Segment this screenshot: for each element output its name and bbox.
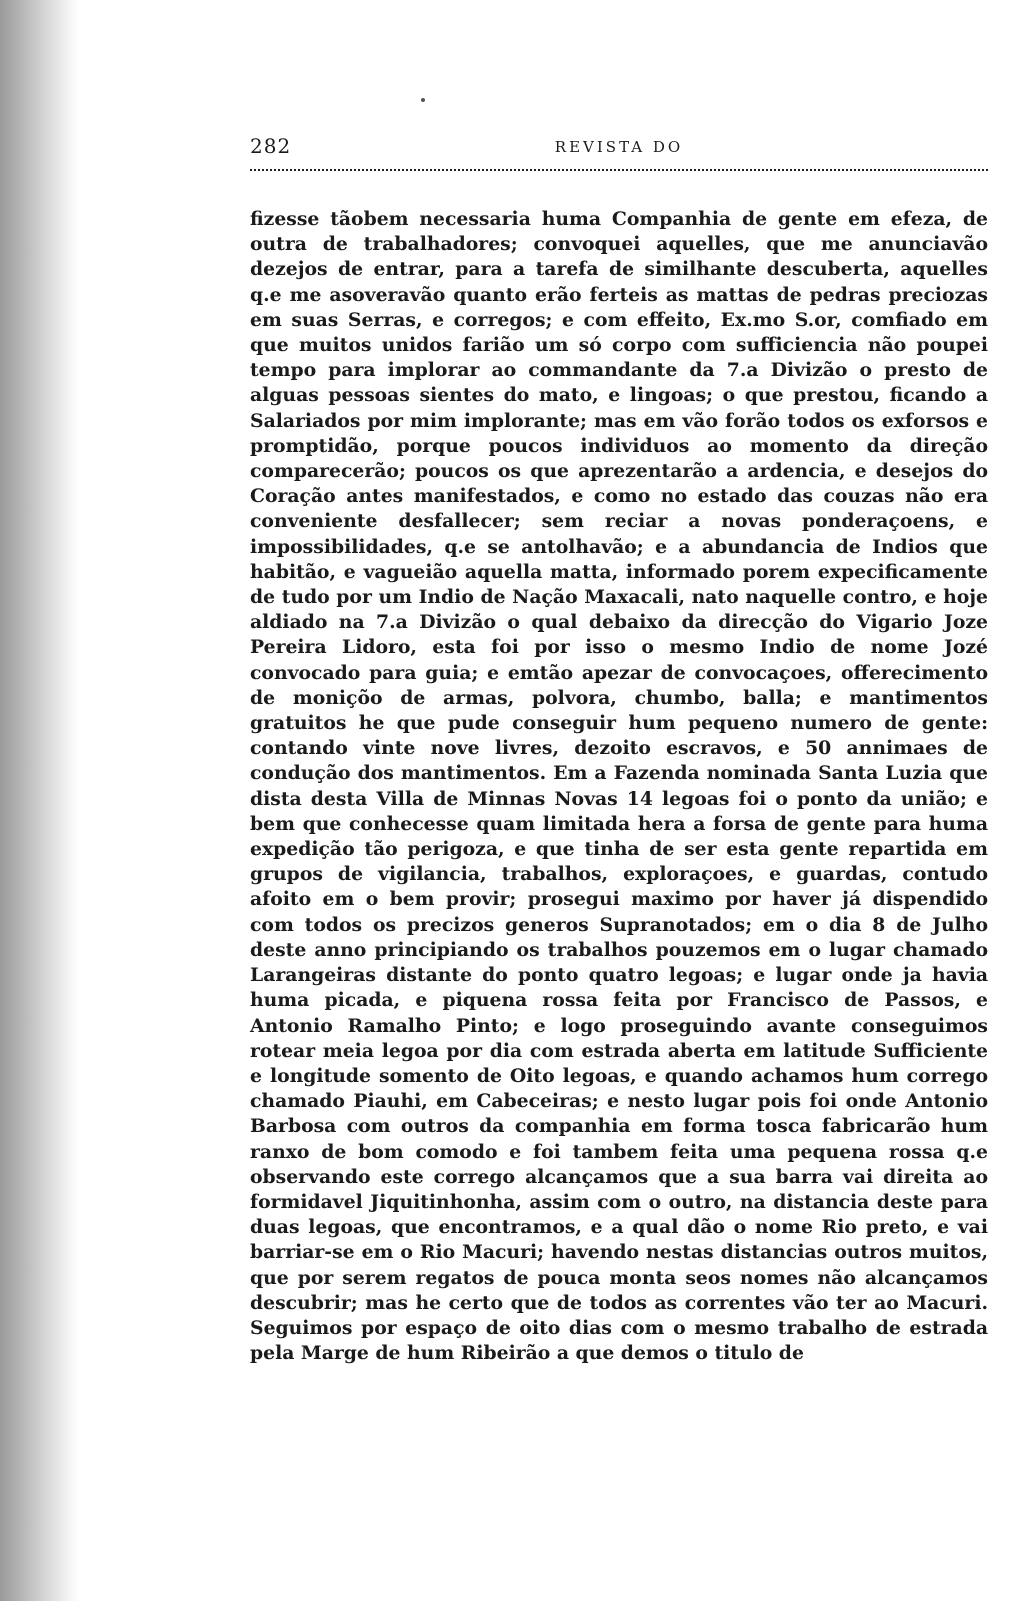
book-page [250,126,988,1385]
scan-speck [421,98,425,102]
running-head [250,126,988,156]
journal-name: REVISTA DO [554,138,684,156]
header-rule [250,164,988,171]
page-gutter-shadow [0,0,80,1601]
page-number: 282 [250,134,292,158]
body-paragraph: fizesse tãobem necessaria huma Companhia de gente em efeza, de outra de trabalhadores; convoquei aquelles, que me anunciavão dezejos de entrar, para a tarefa de similhante descuberta, aquelles q.e me asoveravão quanto erão ferteis as mattas de pedras preciozas em suas Serras, e corregos; e com effeito, Ex.mo S.or, comfiado em que muitos unidos farião um só corpo com sufficiencia não poupei tempo para implorar ao commandante da 7.a Divizão o presto de alguas pessoas sientes do mato, e lingoas; o que prestou, ficando a Salariados por mim implorante; mas em vão forão todos os exforsos e promptidão, porque poucos individuos ao momento da direção comparecerão; poucos os que aprezentarão a ardencia, e desejos do Coração antes manifestados, e como no estado das couzas não era conveniente desfallecer; sem reciar a novas ponderaçoens, e impossibilidades, q.e se antolhavão; e a abundancia de Indios que habitão, e vagueião aquella matta, informado porem expecificamente de tudo por um Indio de Nação Maxacali, nato naquelle contro, e hoje aldiado na 7.a Divizão o qual debaixo da direcção do Vigario Joze Pereira Lidoro, esta foi por isso o mesmo Indio de nome Jozé convocado para guia; e emtão apezar de convocaçoes, offerecimento de moniçõo de armas, polvora, chumbo, balla; e mantimentos gratuitos he que pude conseguir hum pequeno numero de gente: contando vinte nove livres, dezoito escravos, e 50 annimaes de condução dos mantimentos. Em a Fazenda nominada Santa Luzia que dista desta Villa de Minnas Novas 14 legoas foi o ponto da união; e bem que conhecesse quam limitada hera a forsa de gente para huma expedição tão perigoza, e que tinha de ser esta gente repartida em grupos de vigilancia, trabalhos, exploraçoes, e guardas, contudo afoito em o bem provir; prosegui maximo por haver já dispendido com todos os precizos generos Supranotados; em o dia 8 de Julho deste anno principiando os trabalhos pouzemos em o lugar chamado Larangeiras distante do ponto quatro legoas; e lugar onde ja havia huma picada, e piquena rossa feita por Francisco de Passos, e Antonio Ramalho Pinto; e logo proseguindo avante conseguimos rotear meia legoa por dia com estrada aberta em latitude Sufficiente e longitude somento de Oito legoas, e quando achamos hum corrego chamado Piauhi, em Cabeceiras; e nesto lugar pois foi onde Antonio Barbosa com outros da companhia em forma tosca fabricarão hum ranxo de bom comodo e foi tambem feita uma pequena rossa q.e observando este corrego alcançamos que a sua barra vai direita ao formidavel Jiquitinhonha, assim com o outro, na distancia deste para duas legoas, que encontramos, e a qual dão o nome Rio preto, e vai barriar-se em o Rio Macuri; havendo nestas distancias outros muitos, que por serem regatos de pouca monta seos nomes não alcançamos descubrir; mas he certo que de todos as correntes vão ter ao Macuri. Seguimos por espaço de oito dias com o mesmo trabalho de estrada pela Marge de hum Ribeirão a que demos o titulo de [250,208,988,1365]
